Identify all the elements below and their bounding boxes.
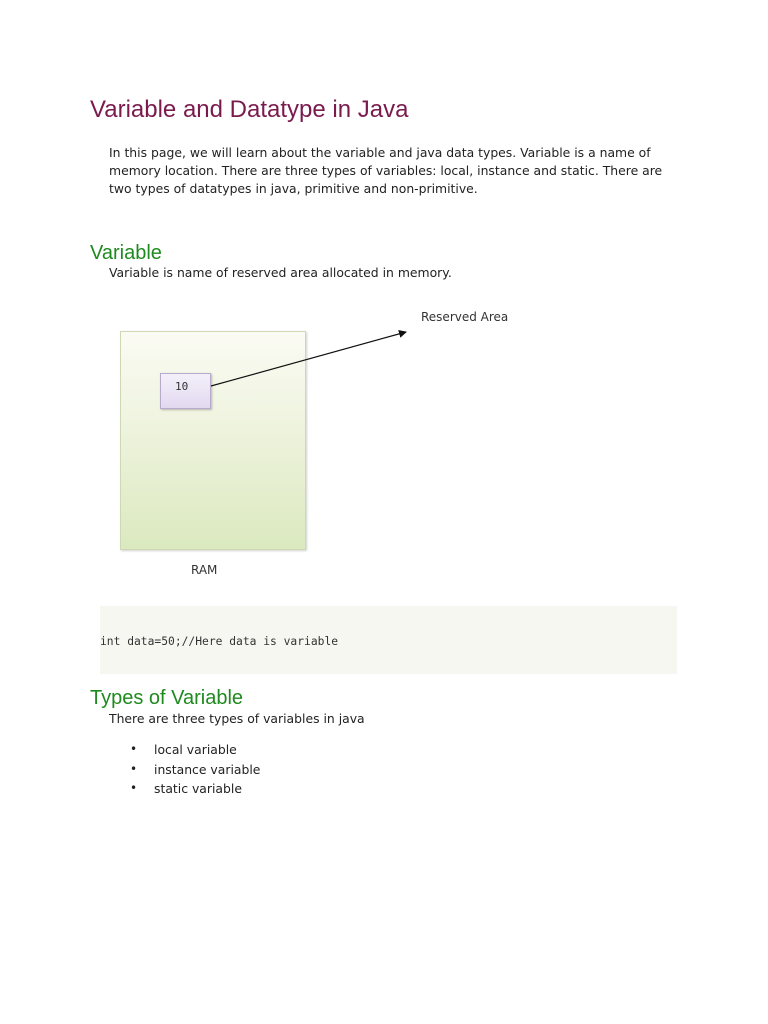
types-heading: Types of Variable <box>90 687 244 709</box>
variable-types-list <box>130 740 260 799</box>
value-label: 10 <box>175 380 189 393</box>
reserved-area-label: Reserved Area <box>421 310 509 324</box>
code-block <box>100 606 677 674</box>
list-item <box>130 779 260 799</box>
list-item <box>130 760 260 780</box>
ram-label: RAM <box>191 563 218 577</box>
page-title: Variable and Datatype in Java <box>90 96 409 123</box>
memory-diagram <box>100 300 540 590</box>
list-item-label: instance variable <box>154 761 261 777</box>
bullet-icon: • <box>130 742 138 756</box>
bullet-icon: • <box>130 761 138 776</box>
intro-paragraph: In this page, we will learn about the variable and java data types. Variable is a name of memory location. There are three types of variables: local, instance and static. There are two types of datatypes in java, primitive and non-primitive. <box>109 145 663 196</box>
types-description: There are three types of variables in java <box>109 711 365 726</box>
variable-description: Variable is name of reserved area allocated in memory. <box>109 265 452 280</box>
code-line: int data=50;//Here data is variable <box>100 635 339 648</box>
variable-heading: Variable <box>90 242 162 264</box>
list-item-label: local variable <box>154 742 237 757</box>
bullet-icon: • <box>130 781 138 795</box>
list-item-label: static variable <box>154 781 242 796</box>
arrow-icon <box>100 300 540 590</box>
list-item <box>130 740 260 760</box>
